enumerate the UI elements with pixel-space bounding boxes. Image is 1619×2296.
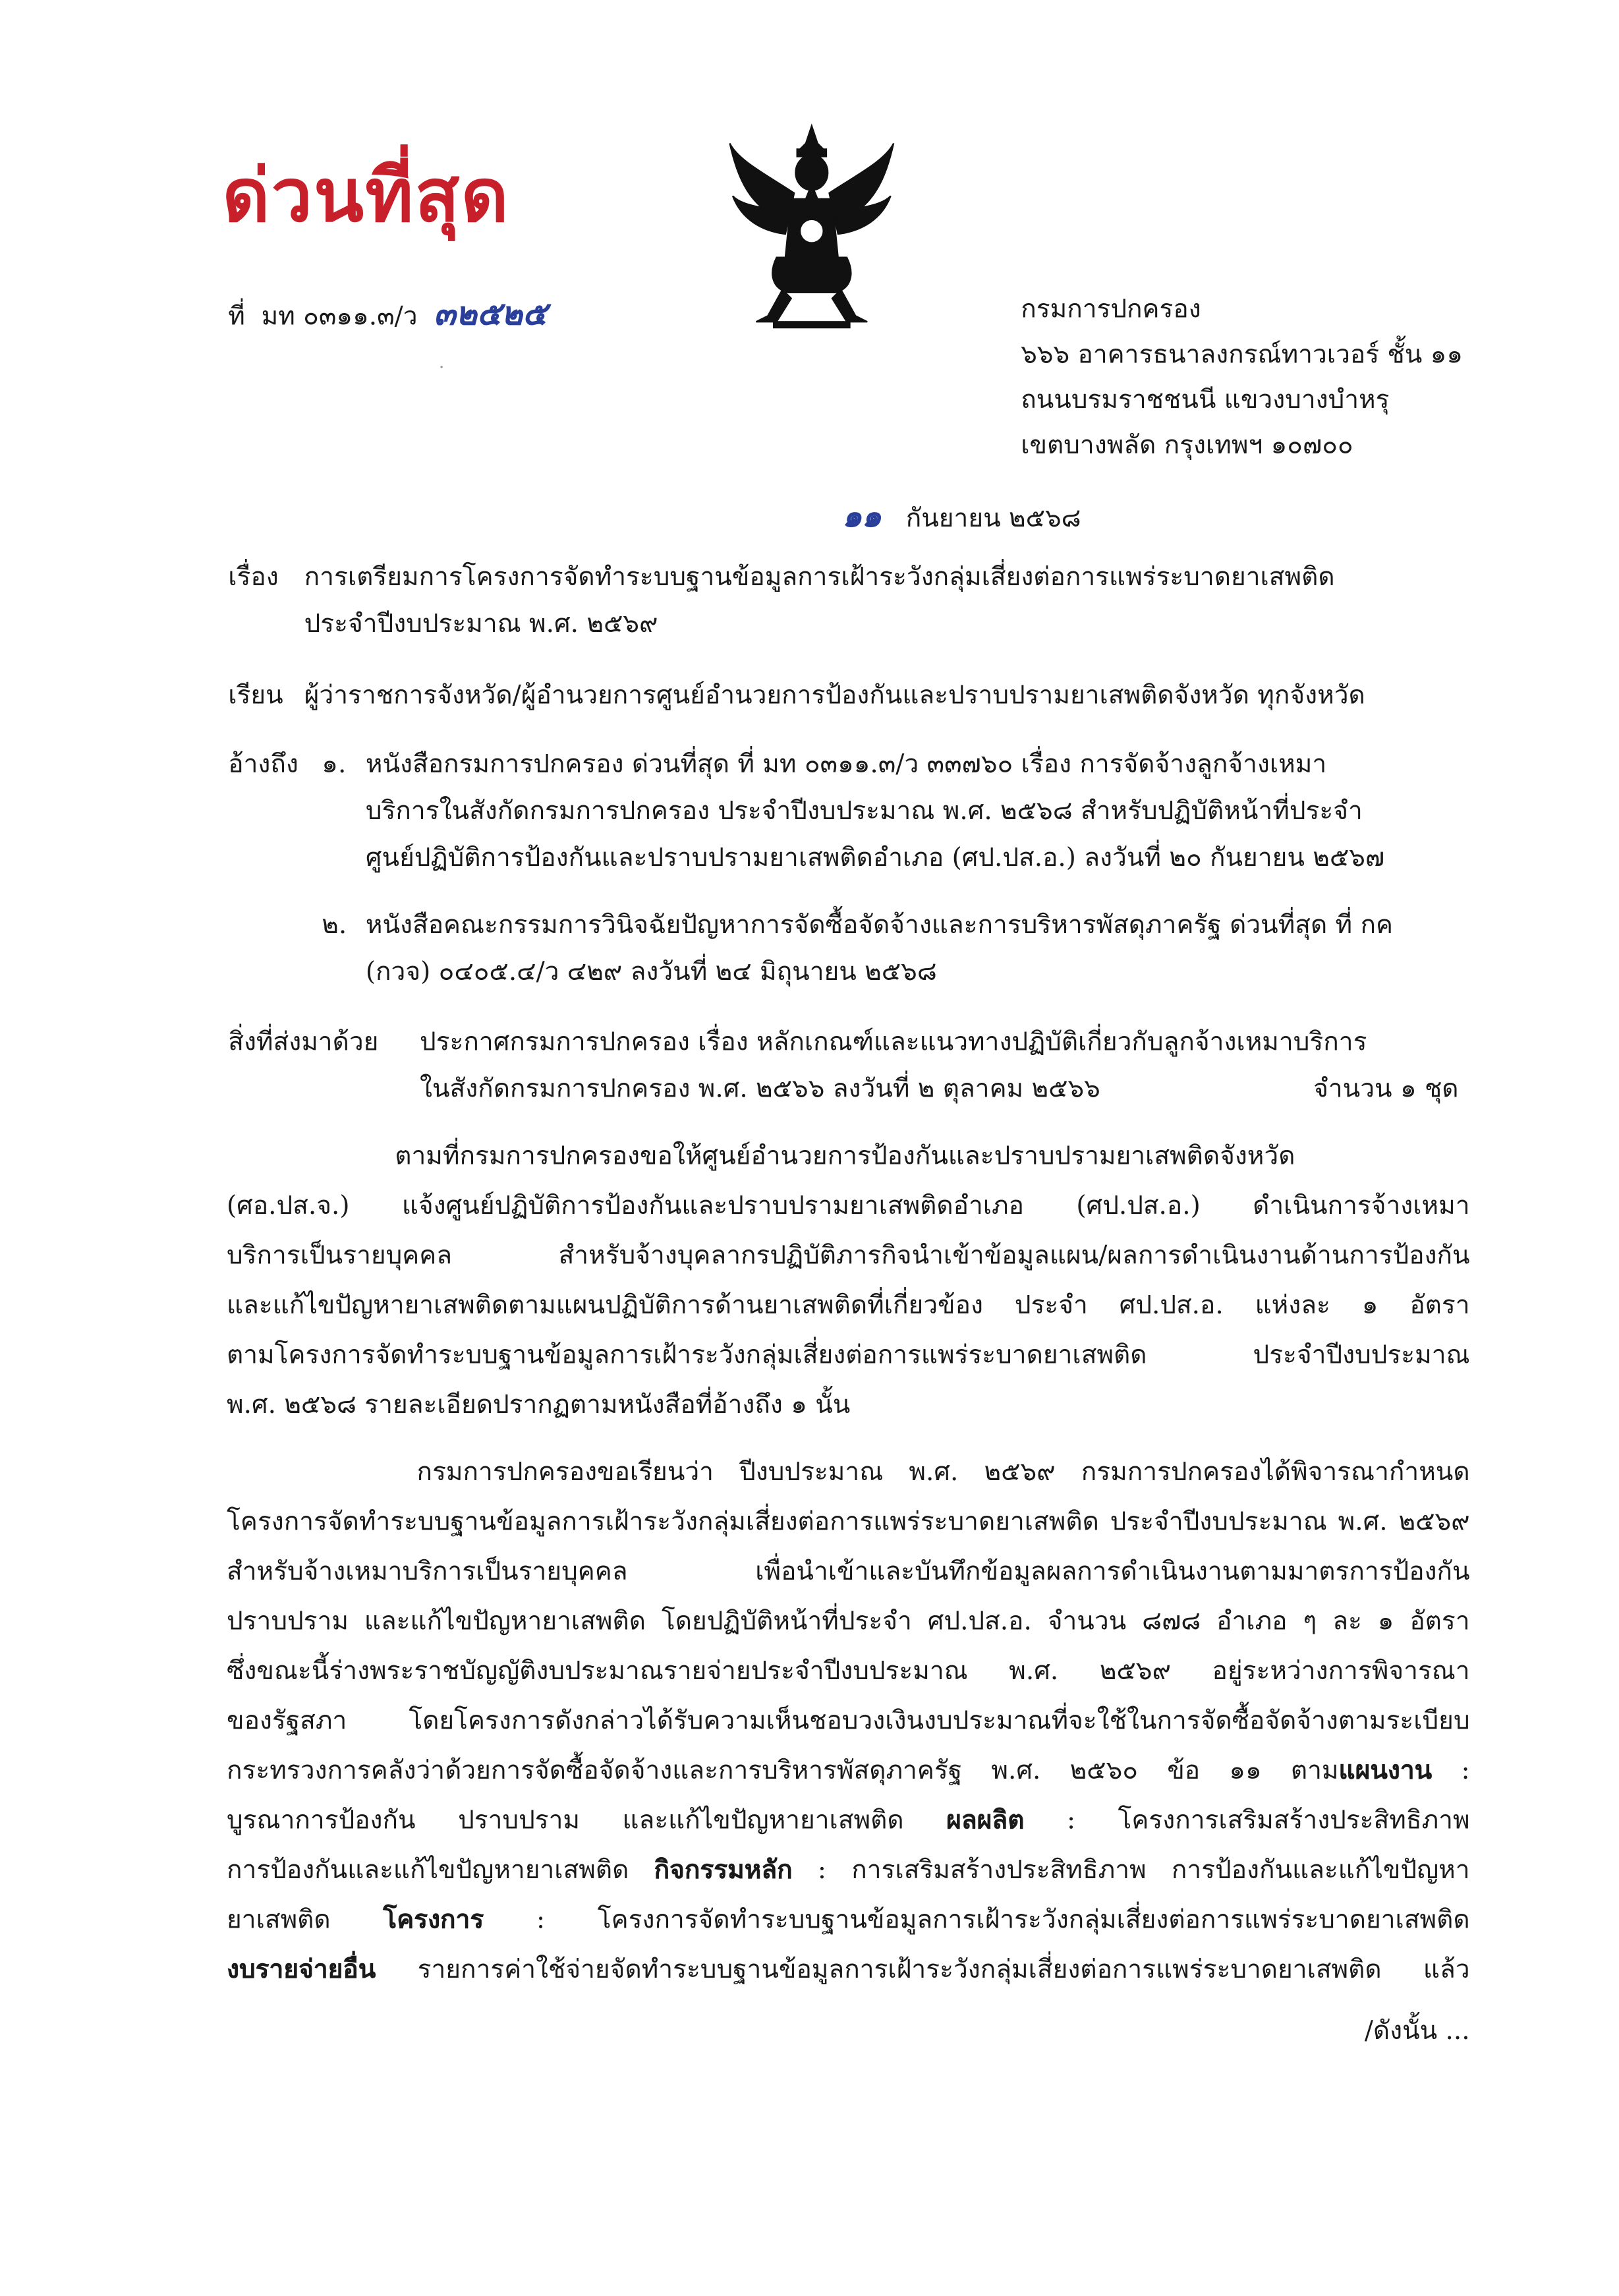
sender-address-line-4: เขตบางพลัด กรุงเทพฯ ๑๐๗๐๐ (1021, 431, 1353, 461)
date-day-handwritten: ๑๑ (842, 497, 882, 534)
para1-line-2: (ศอ.ปส.จ.) แจ้งศูนย์ปฏิบัติการป้องกันและปราบปรามยาเสพติดอำเภอ (ศป.ปส.อ.) ดำเนินการจ้างเหมา (227, 1191, 1470, 1222)
ref-2-line-1: หนังสือคณะกรรมการวินิจฉัยปัญหาการจัดซื้อจัดจ้างและการบริหารพัสดุภาครัฐ ด่วนที่สุด ที่ กค (365, 911, 1394, 941)
para2-l7-tail: : (1432, 1756, 1470, 1787)
ref-2-number: ๒. (322, 911, 347, 941)
para2-l10-bold: โครงการ (383, 1906, 484, 1936)
ref-1-number: ๑. (322, 750, 347, 780)
enclosure-line-2: ในสังกัดกรมการปกครอง พ.ศ. ๒๕๖๖ ลงวันที่ ๒ ตุลาคม ๒๕๖๖ (419, 1075, 1100, 1105)
para2-line-3: สำหรับจ้างเหมาบริการเป็นรายบุคคล เพื่อนำเข้าและบันทึกข้อมูลผลการดำเนินงานตามมาตรการป้องกัน (227, 1557, 1470, 1588)
to-label: เรียน (228, 681, 283, 711)
refs-label: อ้างถึง (228, 750, 298, 780)
para2-l9-text: การป้องกันและแก้ไขปัญหายาเสพติด (227, 1856, 654, 1885)
para1-line-1: ตามที่กรมการปกครองขอให้ศูนย์อำนวยการป้องกันและปราบปรามยาเสพติดจังหวัด (395, 1142, 1295, 1172)
para2-l10-text: ยาเสพติด (227, 1906, 383, 1936)
document-number (228, 288, 547, 339)
sender-address-line-2: ๖๖๖ อาคารธนาลงกรณ์ทาวเวอร์ ชั้น ๑๑ (1021, 341, 1463, 370)
to-text: ผู้ว่าราชการจังหวัด/ผู้อำนวยการศูนย์อำนวยการป้องกันและปราบปรามยาเสพติดจังหวัด ทุกจังหวัด (304, 681, 1365, 711)
para2-l9-bold: กิจกรรมหลัก (654, 1856, 793, 1885)
doc-number-handwritten: ๓๒๕๒๕ (434, 295, 547, 334)
doc-number-code: มท ๐๓๑๑.๓/ว (261, 302, 418, 332)
para2-line-7 (227, 1750, 1470, 1791)
subject-line-2: ประจำปีงบประมาณ พ.ศ. ๒๕๖๙ (304, 610, 658, 639)
para2-l7-bold: แผนงาน (1338, 1756, 1433, 1787)
para2-l8-bold: ผลผลิต (946, 1806, 1025, 1836)
enclosure-quantity: จำนวน ๑ ชุด (1313, 1075, 1459, 1105)
scan-mark: · (438, 357, 445, 378)
para1-line-6: พ.ศ. ๒๕๖๘ รายละเอียดปรากฏตามหนังสือที่อ้างถึง ๑ นั้น (227, 1391, 851, 1421)
continued-marker: /ดังนั้น ... (1364, 2017, 1470, 2047)
para2-line-4: ปราบปราม และแก้ไขปัญหายาเสพติด โดยปฏิบัติหน้าที่ประจำ ศป.ปส.อ. จำนวน ๘๗๘ อำเภอ ๆ ละ ๑ อัตรา (227, 1607, 1470, 1637)
para2-line-5: ซึ่งขณะนี้ร่างพระราชบัญญัติงบประมาณรายจ่ายประจำปีงบประมาณ พ.ศ. ๒๕๖๙ อยู่ระหว่างการพิจารณา (227, 1657, 1470, 1687)
para2-l7-text: กระทรวงการคลังว่าด้วยการจัดซื้อจัดจ้างและการบริหารพัสดุภาครัฐ พ.ศ. ๒๕๖๐ ข้อ ๑๑ ตาม (227, 1756, 1339, 1787)
ref-1-line-2: บริการในสังกัดกรมการปกครอง ประจำปีงบประมาณ พ.ศ. ๒๕๖๘ สำหรับปฏิบัติหน้าที่ประจำ (365, 797, 1363, 827)
date-line (842, 493, 1081, 541)
para2-l11-tail: รายการค่าใช้จ่ายจัดทำระบบฐานข้อมูลการเฝ้าระวังกลุ่มเสี่ยงต่อการแพร่ระบาดยาเสพติด แล้ว (376, 1955, 1470, 1985)
para2-l8-tail: : โครงการเสริมสร้างประสิทธิภาพ (1024, 1806, 1470, 1836)
para2-line-9 (227, 1849, 1470, 1889)
para2-line-2: โครงการจัดทำระบบฐานข้อมูลการเฝ้าระวังกลุ่มเสี่ยงต่อการแพร่ระบาดยาเสพติด ประจำปีงบประมาณ พ.ศ. ๒๕๖๙ (227, 1508, 1470, 1537)
date-month-year: กันยายน ๒๕๖๘ (905, 504, 1081, 534)
subject-label: เรื่อง (228, 563, 279, 592)
para2-l9-tail: : การเสริมสร้างประสิทธิภาพ การป้องกันและแก้ไขปัญหา (792, 1856, 1470, 1885)
enclosure-label: สิ่งที่ส่งมาด้วย (228, 1028, 379, 1058)
ref-2-line-2: (กวจ) ๐๔๐๕.๔/ว ๔๒๙ ลงวันที่ ๒๔ มิถุนายน ๒๕๖๘ (365, 958, 937, 988)
para2-line-1: กรมการปกครองขอเรียนว่า ปีงบประมาณ พ.ศ. ๒๕๖๙ กรมการปกครองได้พิจารณากำหนด (416, 1458, 1470, 1488)
para2-line-11 (227, 1948, 1470, 1989)
ref-1-line-1: หนังสือกรมการปกครอง ด่วนที่สุด ที่ มท ๐๓๑๑.๓/ว ๓๓๗๖๐ เรื่อง การจัดจ้างลูกจ้างเหมา (365, 750, 1327, 780)
sender-address-line-3: ถนนบรมราชชนนี แขวงบางบำหรุ (1021, 386, 1390, 416)
para2-l10-tail: : โครงการจัดทำระบบฐานข้อมูลการเฝ้าระวังกลุ่มเสี่ยงต่อการแพร่ระบาดยาเสพติด (484, 1906, 1470, 1936)
ref-1-line-3: ศูนย์ปฏิบัติการป้องกันและปราบปรามยาเสพติดอำเภอ (ศป.ปส.อ.) ลงวันที่ ๒๐ กันยายน ๒๕๖๗ (365, 844, 1385, 874)
para1-line-5: ตามโครงการจัดทำระบบฐานข้อมูลการเฝ้าระวังกลุ่มเสี่ยงต่อการแพร่ระบาดยาเสพติด ประจำปีงบประมาณ (227, 1341, 1470, 1371)
enclosure-line-1: ประกาศกรมการปกครอง เรื่อง หลักเกณฑ์และแนวทางปฏิบัติเกี่ยวกับลูกจ้างเหมาบริการ (419, 1028, 1367, 1058)
para1-line-4: และแก้ไขปัญหายาเสพติดตามแผนปฏิบัติการด้านยาเสพติดที่เกี่ยวข้อง ประจำ ศป.ปส.อ. แห่งละ ๑ อัตรา (227, 1291, 1470, 1321)
doc-number-prefix: ที่ (228, 302, 245, 332)
para2-line-8 (227, 1799, 1470, 1840)
para2-line-10 (227, 1899, 1470, 1939)
garuda-emblem-icon (724, 117, 899, 337)
para2-line-6: ของรัฐสภา โดยโครงการดังกล่าวได้รับความเห็นชอบวงเงินงบประมาณที่จะใช้ในการจัดซื้อจัดจ้างตามระเบียบ (227, 1707, 1470, 1736)
para2-l11-bold: งบรายจ่ายอื่น (227, 1955, 376, 1985)
para2-l8-text: บูรณาการป้องกัน ปราบปราม และแก้ไขปัญหายาเสพติด (227, 1806, 947, 1836)
subject-line-1: การเตรียมการโครงการจัดทำระบบฐานข้อมูลการเฝ้าระวังกลุ่มเสี่ยงต่อการแพร่ระบาดยาเสพติด (304, 563, 1335, 592)
sender-address-line-1: กรมการปกครอง (1021, 295, 1201, 325)
urgency-stamp: ด่วนที่สุด (222, 154, 510, 239)
para1-line-3: บริการเป็นรายบุคคล สำหรับจ้างบุคลากรปฏิบัติภารกิจนำเข้าข้อมูลแผน/ผลการดำเนินงานด้านการป้องกัน (227, 1242, 1470, 1271)
